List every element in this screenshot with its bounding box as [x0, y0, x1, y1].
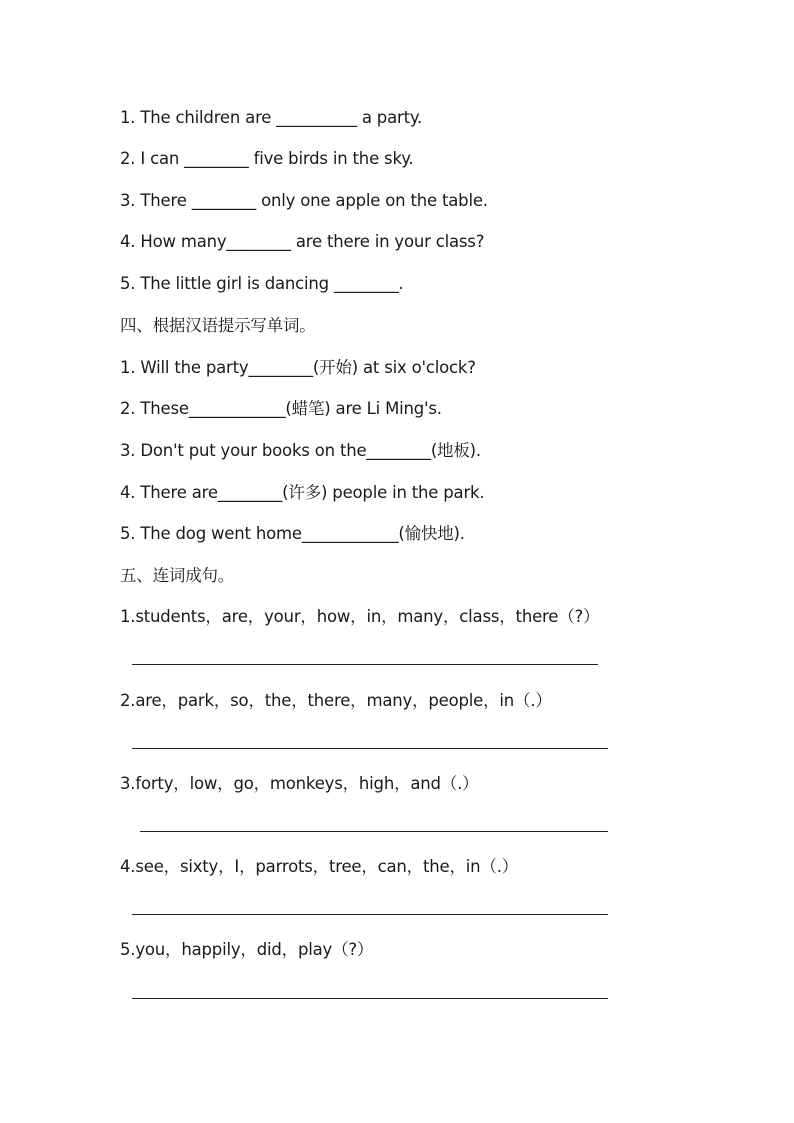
fill-blank-item-1: 1. The children are __________ a party. — [120, 108, 423, 127]
fill-blank-item-5: 5. The little girl is dancing ________. — [120, 274, 404, 293]
fill-blank-item-3: 3. There ________ only one apple on the table. — [120, 191, 488, 210]
section-4-title: 四、根据汉语提示写单词。 — [120, 316, 316, 335]
chinese-hint-item-4: 4. There are________(许多) people in the park. — [120, 483, 485, 502]
fill-blank-item-4: 4. How many________ are there in your class? — [120, 232, 485, 251]
chinese-hint-item-5: 5. The dog went home____________(愉快地). — [120, 524, 465, 543]
word-order-item-3: 3.forty，low，go，monkeys，high，and（.） — [120, 774, 479, 793]
word-order-item-4: 4.see，sixty，I，parrots，tree，can，the，in（.） — [120, 857, 519, 876]
chinese-hint-item-3: 3. Don't put your books on the________(地板). — [120, 441, 481, 460]
answer-line-4[interactable] — [132, 914, 608, 915]
answer-line-5[interactable] — [132, 998, 608, 999]
word-order-item-5: 5.you，happily，did，play（?） — [120, 940, 374, 959]
chinese-hint-item-1: 1. Will the party________(开始) at six o'clock? — [120, 358, 476, 377]
answer-line-2[interactable] — [132, 748, 608, 749]
word-order-item-1: 1.students，are，your，how，in，many，class，there（?） — [120, 607, 600, 626]
fill-blank-item-2: 2. I can ________ five birds in the sky. — [120, 149, 414, 168]
answer-line-3[interactable] — [140, 831, 608, 832]
chinese-hint-item-2: 2. These____________(蜡笔) are Li Ming's. — [120, 399, 442, 418]
section-5-title: 五、连词成句。 — [120, 566, 235, 585]
word-order-item-2: 2.are，park，so，the，there，many，people，in（.） — [120, 691, 552, 710]
answer-line-1[interactable] — [132, 664, 598, 665]
